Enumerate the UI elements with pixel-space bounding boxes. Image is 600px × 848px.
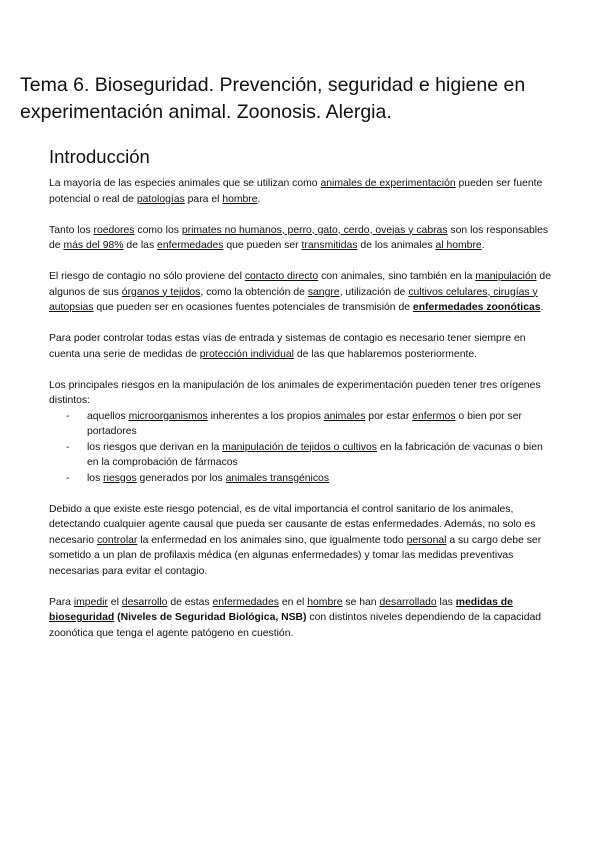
underlined-term: sangre — [307, 286, 340, 298]
bold-text: (Niveles de Seguridad Biológica, NSB) — [114, 612, 307, 623]
underlined-term: hombre — [222, 193, 258, 205]
paragraph-4: Para poder controlar todas estas vías de entrada y sistemas de contagio es necesario tener siempre en cuenta una serie de medidas de protección individual de las que hablaremos posteriormente. — [49, 333, 526, 360]
underlined-term: protección individual — [199, 348, 294, 360]
underlined-term: roedores — [93, 224, 135, 236]
underlined-term: enfermedades — [157, 240, 224, 251]
list-item: - los riesgos generados por los animales transgénicos — [49, 471, 553, 487]
underlined-term: al hombre — [435, 240, 482, 251]
underlined-term: transmitidas — [301, 240, 358, 251]
underlined-term: enfermedades — [212, 596, 279, 608]
underlined-term: órganos y tejidos — [121, 286, 201, 298]
underlined-term: desarrollado — [379, 596, 437, 608]
list-dash: - — [66, 441, 70, 453]
underlined-term: primates no humanos, perro, gato, cerdo, ovejas y cabras — [181, 224, 448, 236]
bold-underlined-term: medidas de bioseguridad — [49, 596, 513, 623]
list-dash: - — [66, 472, 70, 484]
underlined-term: impedir — [73, 596, 108, 608]
document-body — [49, 176, 553, 657]
underlined-term: manipulación de tejidos o cultivos — [222, 441, 377, 453]
underlined-term: enfermos — [412, 410, 456, 422]
list-dash: - — [66, 410, 70, 422]
paragraph-3: El riesgo de contagio no sólo proviene del contacto directo con animales, sino también en la manipulación de algunos de sus órganos y tejidos, como la obtención de sangre, utilización de cultivos celulares, cirugías y autopsias que pueden ser en ocasiones fuentes potenciales de transmisión de enfermedades zoonóticas. — [49, 271, 551, 313]
list-item: - aquellos microorganismos inherentes a los propios animales por estar enfermos o bien por ser portadores — [66, 410, 522, 437]
paragraph-5: Los principales riesgos en la manipulación de los animales de experimentación pueden tener tres orígenes distintos: — [49, 379, 541, 406]
underlined-term: cultivos celulares, cirugías y autopsias — [49, 286, 538, 313]
underlined-term: animales transgénicos — [225, 472, 330, 484]
section-heading: Introducción — [49, 146, 150, 167]
underlined-term: animales de experimentación — [320, 178, 456, 189]
bold-underlined-term: enfermedades zoonóticas — [412, 302, 541, 313]
underlined-term: controlar — [96, 534, 138, 546]
underlined-term: riesgos — [103, 472, 137, 484]
underlined-term: patologías — [136, 193, 185, 205]
page-title: Tema 6. Bioseguridad. Prevención, seguridad e higiene en experimentación animal. Zoonosis. Alergia. — [20, 74, 526, 123]
underlined-term: microorganismos — [128, 410, 208, 422]
underlined-term: hombre — [307, 596, 343, 608]
underlined-term: animales — [323, 410, 366, 422]
paragraph-6: Debido a que existe este riesgo potencial, es de vital importancia el control sanitario de los animales, detectando cualquier agente causal que pueda ser causante de estas enfermedades. Además, no solo es necesario controlar la enfermedad en los animales sino, que igualmente todo personal a su cargo debe ser sometido a un plan de profilaxis médica (en algunas enfermedades) y tomar las medidas preventivas necesarias para evitar el contagio. — [49, 503, 542, 577]
underlined-term: más del 98% — [63, 240, 124, 251]
risk-origins-list — [49, 409, 553, 487]
paragraph-7: Para impedir el desarrollo de estas enfermedades en el hombre se han desarrollado las medidas de bioseguridad (Niveles de Seguridad Biológica, NSB) con distintos niveles dependiendo de la capacidad zoonótica que tenga el agente patógeno en cuestión. — [49, 596, 542, 639]
underlined-term: manipulación — [475, 271, 537, 282]
paragraph-2: Tanto los roedores como los primates no humanos, perro, gato, cerdo, ovejas y cabras son los responsables de más del 98% de las enfermedades que pueden ser transmitidas de los animales al hombre. — [49, 224, 549, 251]
underlined-term: desarrollo — [121, 596, 168, 608]
list-item: - los riesgos que derivan en la manipulación de tejidos o cultivos en la fabricación de vacunas o bien en la comprobación de fármacos — [66, 441, 543, 468]
underlined-term: personal — [406, 534, 447, 546]
underlined-term: contacto directo — [244, 271, 319, 282]
paragraph-1: La mayoría de las especies animales que se utilizan como animales de experimentación pueden ser fuente potencial o real de patologías para el hombre. — [49, 178, 543, 205]
